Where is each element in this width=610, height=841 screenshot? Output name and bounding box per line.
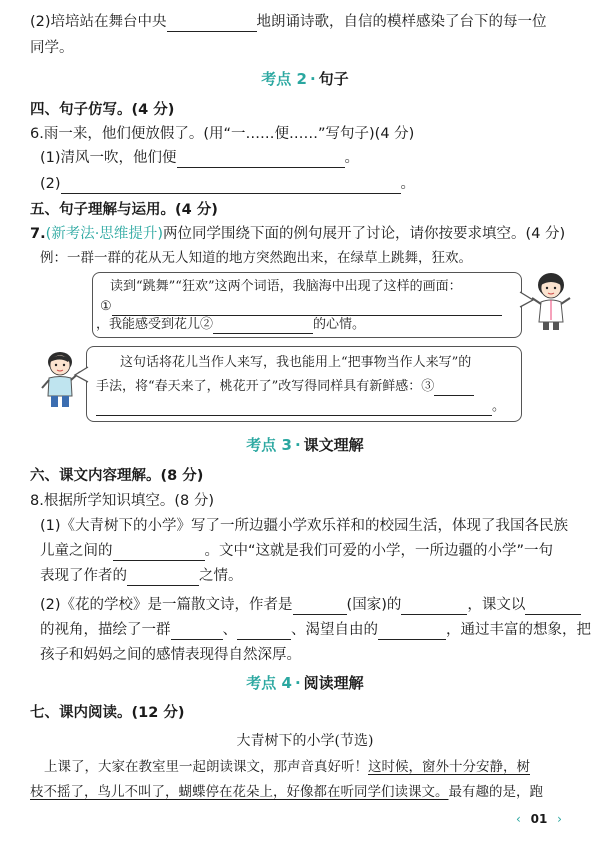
q3-item-2-cont: 同学。 [30, 40, 74, 56]
section-heading-3 [0, 434, 610, 455]
passage-l2-a-underlined: 枝不摇了，鸟儿不叫了，蝴蝶停在花朵上，好像都在听同学们读课文。 [30, 784, 449, 800]
q3-item-2-text-a: (2)培培站在舞台中央 [30, 14, 167, 30]
section-label: 考点 2 [261, 70, 307, 88]
passage-l1-b-underlined: 这时候，窗外十分安静，树 [368, 759, 530, 775]
section-dot: · [309, 70, 316, 88]
q8-p1-l3-b: 之情。 [199, 568, 243, 584]
q8-p1-line-2 [40, 541, 553, 561]
q7-example: 例：一群一群的花从无人知道的地方突然跑出来，在绿草上跳舞，狂欢。 [40, 250, 472, 266]
page-number: 01 [530, 812, 548, 826]
q8-p2-l2-c: 、渴望自由的 [291, 622, 378, 638]
q5-heading: 五、句子理解与运用。(4 分) [30, 202, 218, 218]
q8-p2-l1-b: (国家)的 [346, 597, 402, 613]
q8-p1-line-1: (1)《大青树下的小学》写了一所边疆小学欢乐祥和的校园生活，体现了我国各民族 [40, 518, 569, 534]
bubble-2-line-2-text: 手法，将“春天来了，桃花开了”改写得同样具有新鲜感：③ [96, 379, 435, 394]
bubble-2-tail [73, 365, 89, 385]
section-title: 句子 [318, 70, 349, 88]
q6-sub2-text: (2) [40, 176, 61, 192]
answer-blank[interactable] [525, 599, 581, 615]
bubble-1-line-2-b: 的心情。 [313, 317, 366, 332]
passage-title: 大青树下的小学(节选) [236, 733, 374, 749]
circle-1: ① [100, 299, 112, 314]
q8-p2-l2-d: ，通过丰富的想象，把 [446, 622, 591, 638]
q6-sub1-end: 。 [344, 150, 360, 166]
q8-p2-line-1 [40, 595, 581, 615]
q3-item-2 [30, 12, 547, 32]
answer-blank[interactable] [112, 302, 502, 316]
next-page-icon[interactable]: › [557, 812, 562, 826]
q6b-heading: 六、课文内容理解。(8 分) [30, 468, 204, 484]
q8-p2-l1-a: (2)《花的学校》是一篇散文诗，作者是 [40, 597, 293, 613]
answer-blank[interactable] [434, 382, 474, 396]
section-label: 考点 3 [246, 436, 292, 454]
answer-blank[interactable] [127, 570, 199, 586]
answer-blank[interactable] [96, 402, 492, 416]
q8-p1-l2-b: 。文中“这就是我们可爱的小学，一所边疆的小学”一句 [204, 543, 554, 559]
section-title: 课文理解 [303, 436, 364, 454]
bubble-2-end: 。 [492, 399, 506, 414]
answer-blank[interactable] [237, 624, 291, 640]
bubble-2-line-3 [96, 398, 505, 416]
bubble-1-line-2-a: ，我能感受到花儿② [96, 317, 214, 332]
passage-l2-b: 最有趣的是，跑 [448, 784, 543, 800]
bubble-2-line-2 [96, 378, 474, 396]
q3-item-2-text-b: 地朗诵诗歌，自信的模样感染了台下的每一位 [256, 14, 547, 30]
answer-blank[interactable] [167, 16, 257, 32]
section-title: 阅读理解 [303, 674, 364, 692]
q8-p2-l2-b: 、 [222, 622, 237, 638]
bubble-1-line-circle [100, 298, 502, 316]
section-label: 考点 4 [246, 674, 292, 692]
section-dot: · [294, 674, 301, 692]
q6-sub1 [40, 148, 359, 168]
q6-text: 6.雨一来，他们便放假了。(用“一……便……”写句子)(4 分) [30, 126, 415, 142]
answer-blank[interactable] [401, 599, 467, 615]
girl-student-icon [527, 270, 575, 332]
bubble-1-line-2 [96, 316, 365, 334]
answer-blank[interactable] [113, 545, 205, 561]
answer-blank[interactable] [177, 152, 345, 168]
q6-sub2 [40, 174, 415, 194]
q8-p2-line-3: 孩子和妈妈之间的感情表现得自然深厚。 [40, 647, 301, 663]
q6-sub1-text: (1)清风一吹，他们便 [40, 150, 177, 166]
q7-tag: (新考法·思维提升) [45, 226, 164, 242]
q8-p2-line-2 [40, 620, 591, 640]
q8-text: 8.根据所学知识填空。(8 分) [30, 493, 214, 509]
answer-blank[interactable] [171, 624, 223, 640]
q4-heading: 四、句子仿写。(4 分) [30, 102, 175, 118]
answer-blank[interactable] [293, 599, 347, 615]
answer-blank[interactable] [213, 320, 313, 334]
q8-p1-line-3 [40, 566, 243, 586]
q7b-heading: 七、课内阅读。(12 分) [30, 705, 185, 721]
q8-p1-l2-a: 儿童之间的 [40, 543, 113, 559]
q8-p2-l1-c: ，课文以 [467, 597, 526, 613]
section-dot: · [294, 436, 301, 454]
bubble-2-line-1: 这句话将花儿当作人来写，我也能用上“把事物当作人来写”的 [120, 355, 472, 370]
passage-line-1 [44, 757, 530, 777]
bubble-1-line-1: 读到“跳舞”“狂欢”这两个词语，我脑海中出现了这样的画面： [110, 279, 462, 294]
q6-sub2-end: 。 [400, 176, 416, 192]
prev-page-icon[interactable]: ‹ [516, 812, 521, 826]
page-footer [516, 812, 562, 826]
q7-text [30, 224, 565, 244]
q7-num: 7. [30, 226, 46, 242]
q7-body: 两位同学围绕下面的例句展开了讨论，请你按要求填空。(4 分) [163, 226, 566, 242]
answer-blank[interactable] [378, 624, 446, 640]
answer-blank[interactable] [61, 178, 401, 194]
passage-line-2 [30, 782, 543, 802]
section-heading-2 [0, 68, 610, 89]
q8-p1-l3-a: 表现了作者的 [40, 568, 127, 584]
section-heading-4 [0, 672, 610, 693]
q8-p2-l2-a: 的视角，描绘了一群 [40, 622, 171, 638]
passage-l1-a: 上课了，大家在教室里一起朗读课文，那声音真好听！ [44, 759, 368, 775]
